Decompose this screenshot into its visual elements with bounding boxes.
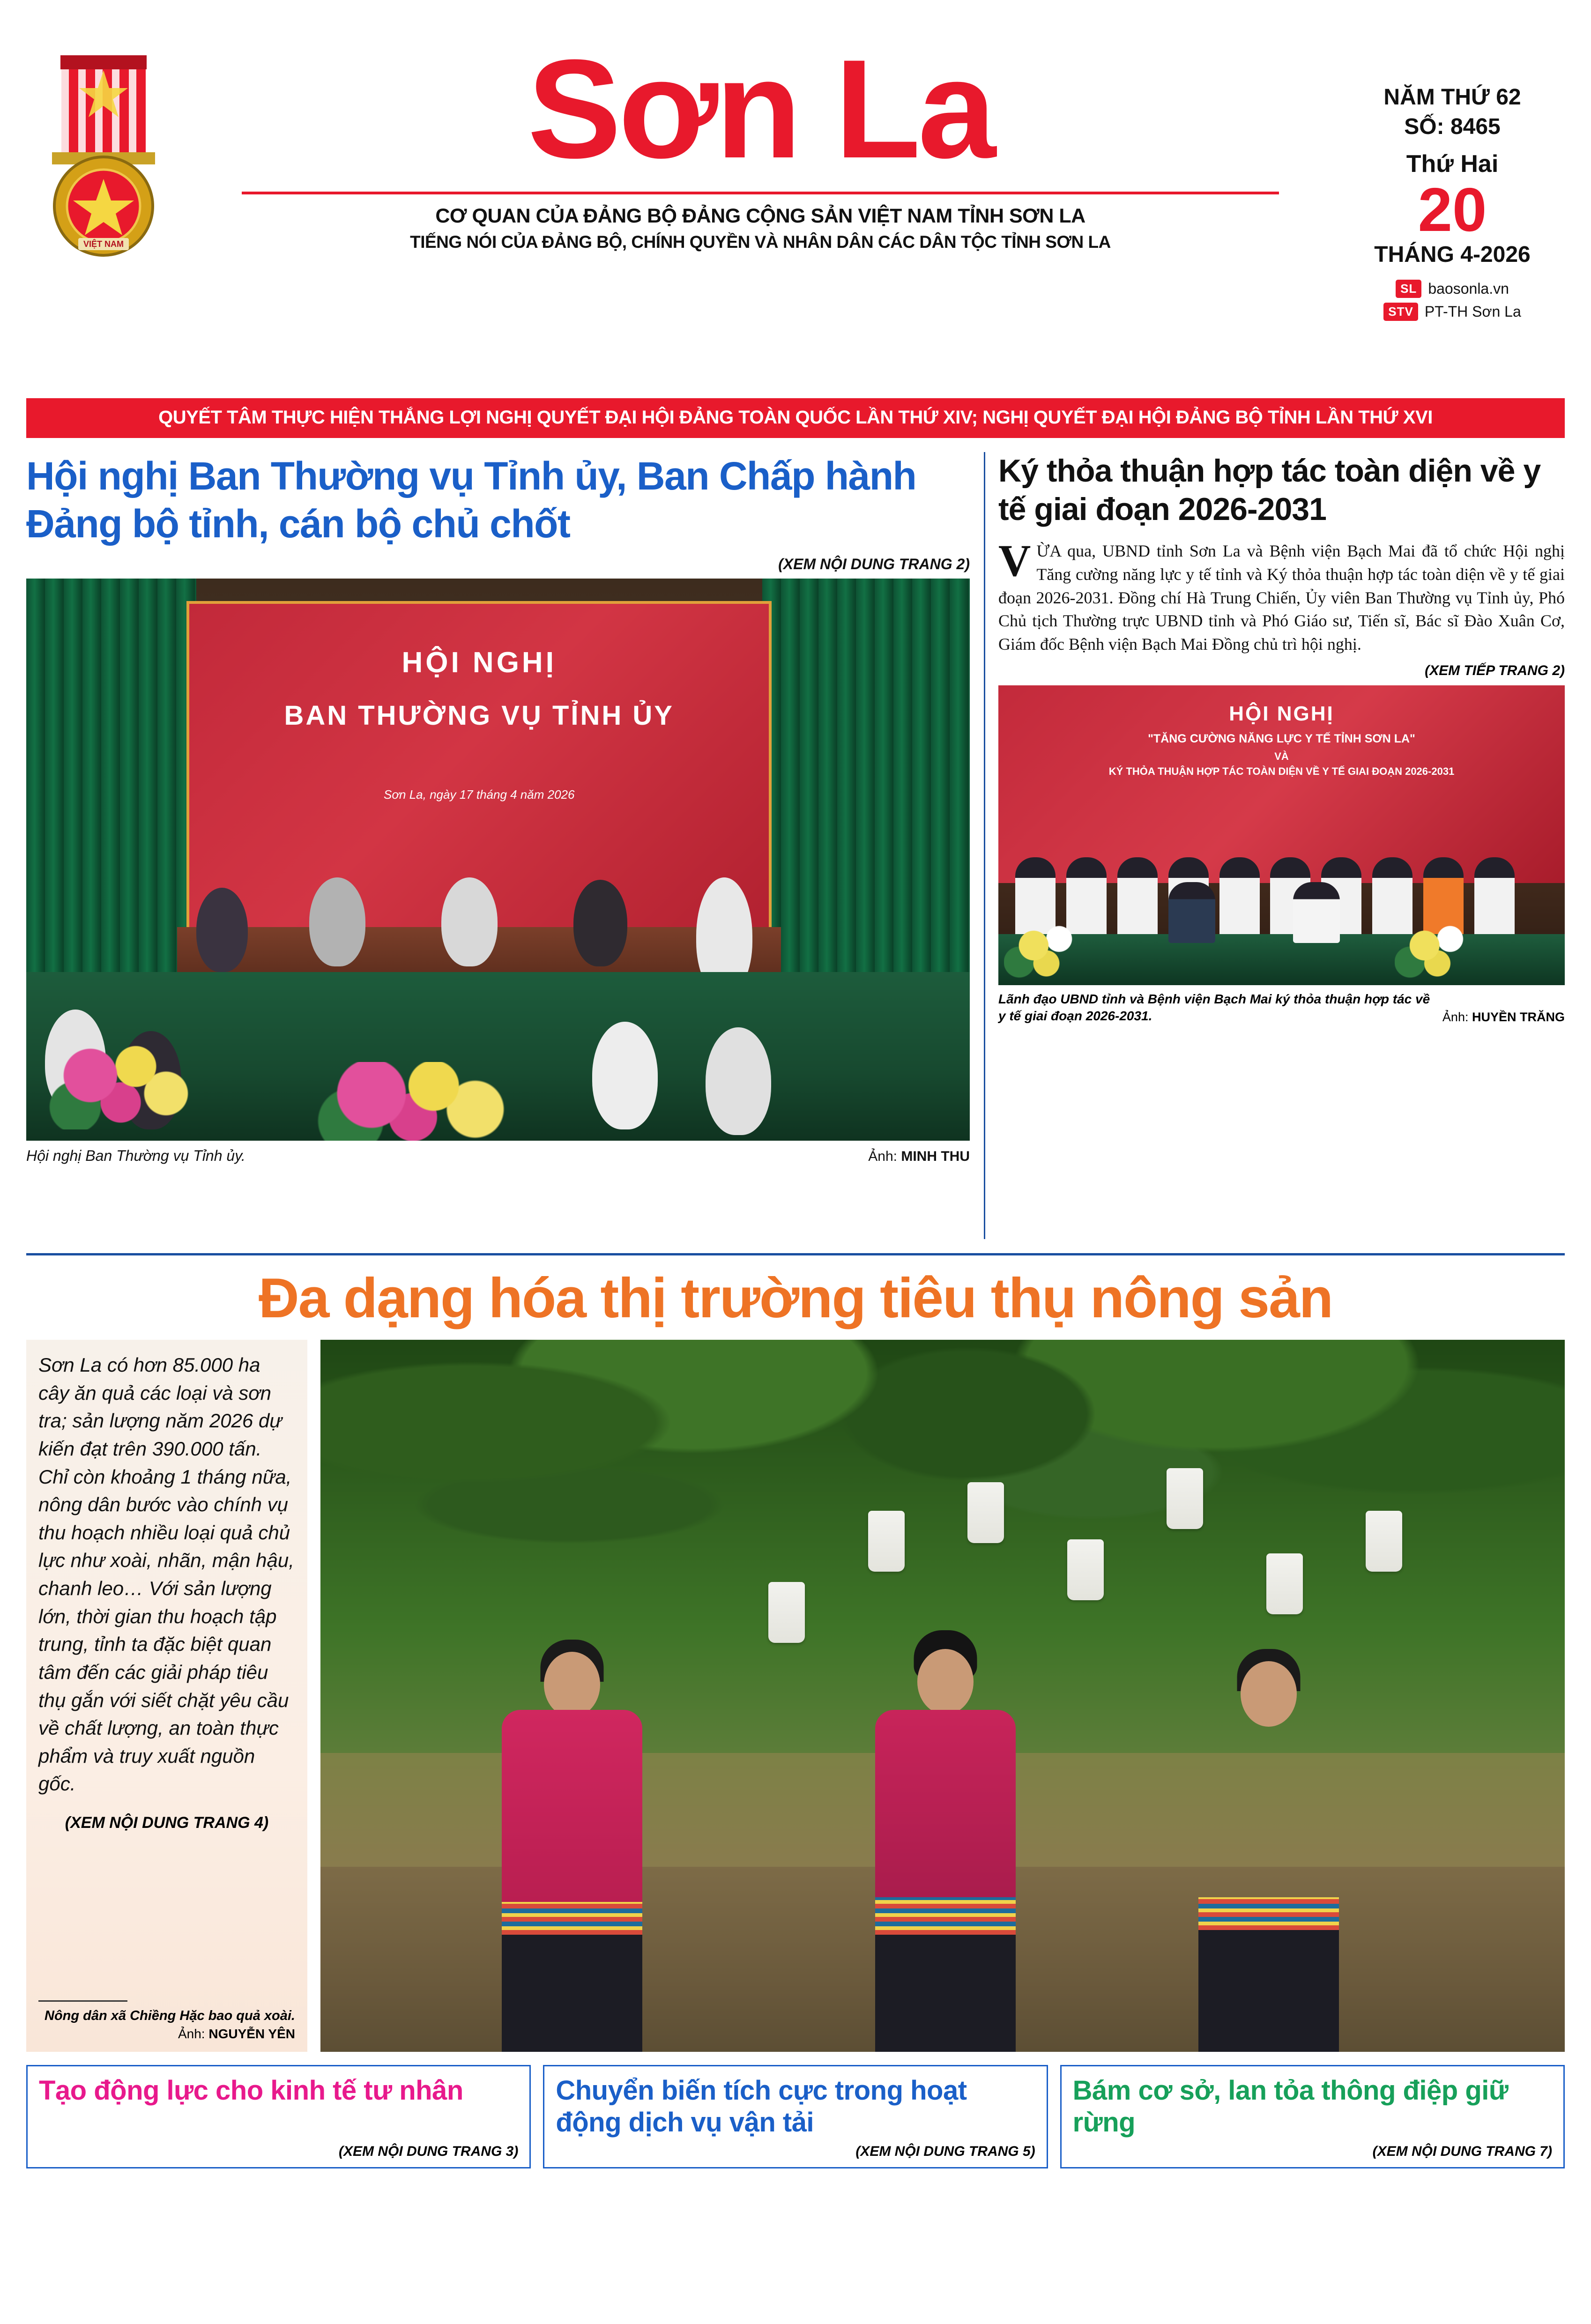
medal-emblem [26, 19, 181, 267]
side-photo-credit [1442, 1010, 1565, 1025]
person-figure [1117, 857, 1158, 937]
skirt [875, 1935, 1016, 2052]
side-story-headline[interactable]: Ký thỏa thuận hợp tác toàn diện về y tế giai đoạn 2026-2031 [998, 453, 1541, 527]
sonla-logo-icon: SL [1396, 280, 1421, 298]
side-story-dropcap: V [998, 535, 1031, 586]
credit-name: MINH THU [901, 1148, 970, 1164]
flower-arrangement [1395, 916, 1479, 982]
teaser-title[interactable]: Bám cơ sở, lan tỏa thông điệp giữ rừng [1072, 2075, 1509, 2138]
skirt [502, 1935, 642, 2052]
credit-name: HUYỀN TRĂNG [1472, 1010, 1565, 1025]
side-photo-caption-row [998, 991, 1565, 1025]
bottom-teasers [26, 2065, 1565, 2168]
side-story-photo [998, 685, 1565, 985]
feature-photo-credit [38, 2027, 295, 2042]
fruit-bag [868, 1511, 905, 1572]
flower-arrangement [1004, 916, 1089, 982]
issue-info [1340, 19, 1565, 321]
fruit-bag [1067, 1539, 1104, 1600]
org-line-1: CƠ QUAN CỦA ĐẢNG BỘ ĐẢNG CỘNG SẢN VIỆT NAM TỈNH SƠN LA [435, 205, 1085, 227]
teaser-title[interactable]: Chuyển biến tích cực trong hoạt động dịch vụ vận tải [556, 2075, 967, 2138]
lead-story-see-page[interactable]: (XEM NỘI DUNG TRANG 2) [778, 555, 970, 572]
signatory-figure [1168, 882, 1215, 943]
teaser-item[interactable] [26, 2065, 531, 2168]
signing-backdrop-line-4: KÝ THỎA THUẬN HỢP TÁC TOÀN DIỆN VỀ Y TẾ GIAI ĐOẠN 2026-2031 [1108, 765, 1455, 777]
credit-label: Ảnh: [868, 1148, 897, 1164]
person-figure [1474, 857, 1515, 937]
credit-name: NGUYỄN YÊN [208, 2027, 295, 2041]
issue-day: 20 [1418, 175, 1487, 244]
masthead [26, 19, 1565, 394]
feature-see-page[interactable]: (XEM NỘI DUNG TRANG 4) [65, 1814, 269, 1832]
torso [502, 1710, 642, 1911]
signing-backdrop-line-1: HỘI NGHỊ [1229, 702, 1334, 725]
side-story [984, 452, 1565, 1239]
feature-headline[interactable]: Đa dạng hóa thị trường tiêu thụ nông sản [258, 1267, 1333, 1329]
fruit-bag [1366, 1511, 1402, 1572]
paper-title: Sơn La [527, 30, 994, 187]
masthead-divider [242, 192, 1279, 194]
feature-story [26, 1253, 1565, 2052]
teaser-see-page[interactable]: (XEM NỘI DUNG TRANG 7) [1372, 2143, 1552, 2159]
feature-caption-block [38, 2000, 295, 2042]
credit-label: Ảnh: [1442, 1010, 1469, 1025]
fruit-bag [967, 1482, 1004, 1543]
medal-icon [33, 52, 174, 267]
side-story-body-text: ỪA qua, UBND tỉnh Sơn La và Bệnh viện Bạch Mai đã tổ chức Hội nghị Tăng cường năng lực y tế tỉnh và Ký thỏa thuận hợp tác toàn diện về y tế giai đoạn 2026-2031. Đồng chí Hà Trung Chiến, Ủy viên Ban Thường vụ Tỉnh ủy, Phó Chủ tịch Thường trực UBND tỉnh và Phó Giáo sư, Tiến sĩ, Bác sĩ Đào Xuân Cơ, Giám đốc Bệnh viện Bạch Mai Đồng chủ trì hội nghị. [998, 542, 1565, 653]
credit-label: Ảnh: [178, 2027, 205, 2041]
lead-story-headline[interactable]: Hội nghị Ban Thường vụ Tỉnh ủy, Ban Chấp hành Đảng bộ tỉnh, cán bộ chủ chốt [26, 454, 916, 546]
lead-photo-credit [868, 1149, 970, 1165]
lead-photo-caption: Hội nghị Ban Thường vụ Tỉnh ủy. [26, 1147, 245, 1164]
person-figure [706, 1027, 771, 1135]
head [544, 1652, 600, 1717]
waist-sash [502, 1902, 642, 1935]
title-block [181, 19, 1340, 252]
teaser-see-page[interactable]: (XEM NỘI DUNG TRANG 3) [338, 2143, 519, 2159]
issue-month: THÁNG 4-2026 [1374, 242, 1531, 267]
torso [875, 1710, 1016, 1907]
issue-year: NĂM THỨ 62 [1383, 85, 1521, 110]
head [1241, 1661, 1297, 1727]
teaser-see-page[interactable]: (XEM NỘI DUNG TRANG 5) [855, 2143, 1035, 2159]
feature-lead-text: Sơn La có hơn 85.000 ha cây ăn quả các loại và sơn tra; sản lượng năm 2026 dự kiến đạt trên 390.000 tấn. Chỉ còn khoảng 1 tháng nữa, nông dân bước vào chính vụ thu hoạch nhiều loại quả chủ lực như xoài, nhãn, mận hậu, chanh leo… Với sản lượng lớn, thời gian thu hoạch tập trung, tỉnh ta đặc biệt quan tâm đến các giải pháp tiêu thụ gắn với siết chặt yêu cầu về chất lượng, an toàn thực phẩm và truy xuất nguồn gốc. [38, 1354, 294, 1795]
issue-weekday: Thứ Hai [1406, 150, 1499, 178]
person-figure [592, 1022, 658, 1129]
tv-station-name: PT-TH Sơn La [1424, 303, 1521, 320]
svg-text:VIỆT NAM: VIỆT NAM [83, 239, 124, 249]
feature-lead-column [26, 1340, 307, 2052]
person-figure [573, 880, 627, 966]
torso [1198, 1719, 1339, 1907]
head [917, 1649, 974, 1715]
person-figure [441, 877, 498, 966]
farmer-figure [495, 1640, 649, 2052]
backdrop-line-1: HỘI NGHỊ [401, 646, 557, 679]
waist-sash [1198, 1897, 1339, 1930]
backdrop-line-2: BAN THƯỜNG VỤ TỈNH ỦY [284, 700, 674, 731]
website-row[interactable] [1340, 280, 1565, 298]
lead-photo-caption-row [26, 1147, 970, 1165]
teaser-item[interactable] [1060, 2065, 1565, 2168]
fruit-bag [1266, 1553, 1303, 1614]
stv-logo-icon: STV [1383, 303, 1418, 321]
side-story-see-page[interactable]: (XEM TIẾP TRANG 2) [1425, 662, 1565, 678]
signing-backdrop-line-2: "TĂNG CƯỜNG NĂNG LỰC Y TẾ TỈNH SƠN LA" [1148, 732, 1415, 745]
feature-photo-caption: Nông dân xã Chiềng Hặc bao quả xoài. [45, 2008, 295, 2023]
teaser-item[interactable] [543, 2065, 1048, 2168]
side-story-body [998, 535, 1565, 656]
person-figure [196, 888, 248, 972]
top-section [26, 452, 1565, 1239]
backdrop-line-3: Sơn La, ngày 17 tháng 4 năm 2026 [383, 787, 575, 802]
fruit-bag [1167, 1468, 1203, 1529]
slogan-banner: QUYẾT TÂM THỰC HIỆN THẮNG LỢI NGHỊ QUYẾT ĐẠI HỘI ĐẢNG TOÀN QUỐC LẦN THỨ XIV; NGHỊ QUYẾT ĐẠI HỘI ĐẢNG BỘ TỈNH LẦN THỨ XVI [26, 398, 1565, 438]
feature-body [26, 1340, 1565, 2052]
farmer-figure [1191, 1649, 1346, 2052]
tv-row [1340, 303, 1565, 321]
lead-story [26, 452, 970, 1239]
fruit-bag [768, 1582, 805, 1643]
person-figure [309, 877, 365, 966]
flower-arrangement [309, 1062, 517, 1141]
website-url[interactable]: baosonla.vn [1428, 280, 1509, 297]
signing-backdrop-line-3: VÀ [1274, 750, 1289, 762]
org-line-2: TIẾNG NÓI CỦA ĐẢNG BỘ, CHÍNH QUYỀN VÀ NHÂN DÂN CÁC DÂN TỘC TỈNH SƠN LA [410, 232, 1111, 252]
person-figure [1219, 857, 1260, 937]
feature-photo [320, 1340, 1565, 2052]
caption-divider [38, 2000, 127, 2002]
lead-story-photo [26, 579, 970, 1141]
side-photo-caption: Lãnh đạo UBND tỉnh và Bệnh viện Bạch Mai ký thỏa thuận hợp tác về y tế giai đoạn 2026-2031. [998, 991, 1430, 1023]
skirt [1198, 1930, 1339, 2052]
flower-arrangement [45, 1039, 196, 1129]
signatory-figure [1293, 882, 1340, 943]
waist-sash [875, 1897, 1016, 1935]
farmer-figure [868, 1630, 1023, 2052]
issue-number: SỐ: 8465 [1404, 114, 1501, 139]
teaser-title[interactable]: Tạo động lực cho kinh tế tư nhân [39, 2075, 463, 2106]
